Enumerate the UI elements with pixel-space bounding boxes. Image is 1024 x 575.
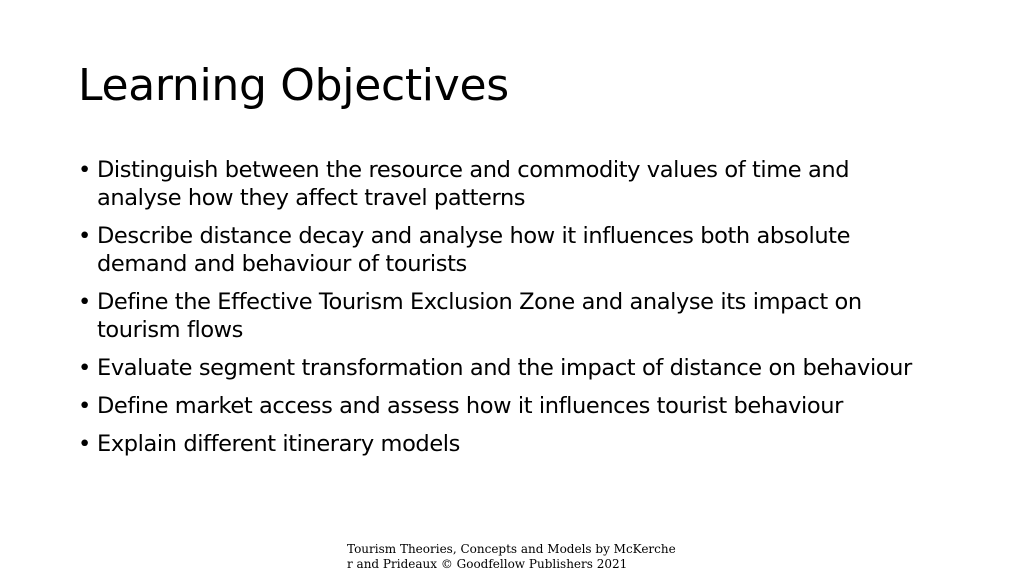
list-item-text: Define the Effective Tourism Exclusion Zone and analyse its impact on tourism flows [97, 289, 862, 343]
list-item-text: Define market access and assess how it influences tourist behaviour [97, 393, 843, 419]
bullet-icon: • [78, 393, 91, 419]
bullet-icon: • [78, 157, 91, 183]
list-item [78, 288, 938, 344]
list-item [78, 392, 938, 420]
list-item [78, 430, 938, 458]
bullet-icon: • [78, 355, 91, 381]
list-item-text: Describe distance decay and analyse how it influences both absolute demand and behaviour of tourists [97, 223, 851, 277]
bullet-icon: • [78, 223, 91, 249]
list-item [78, 222, 938, 278]
list-item [78, 156, 938, 212]
list-item-text: Distinguish between the resource and commodity values of time and analyse how they affect travel patterns [97, 157, 850, 211]
objectives-list [78, 156, 938, 468]
bullet-icon: • [78, 431, 91, 457]
slide-title: Learning Objectives [78, 60, 509, 111]
list-item-text: Evaluate segment transformation and the impact of distance on behaviour [97, 355, 912, 381]
footer-citation: Tourism Theories, Concepts and Models by McKercher and Prideaux © Goodfellow Publishers 2021 [347, 542, 676, 571]
list-item-text: Explain different itinerary models [97, 431, 460, 457]
bullet-icon: • [78, 289, 91, 315]
list-item [78, 354, 938, 382]
